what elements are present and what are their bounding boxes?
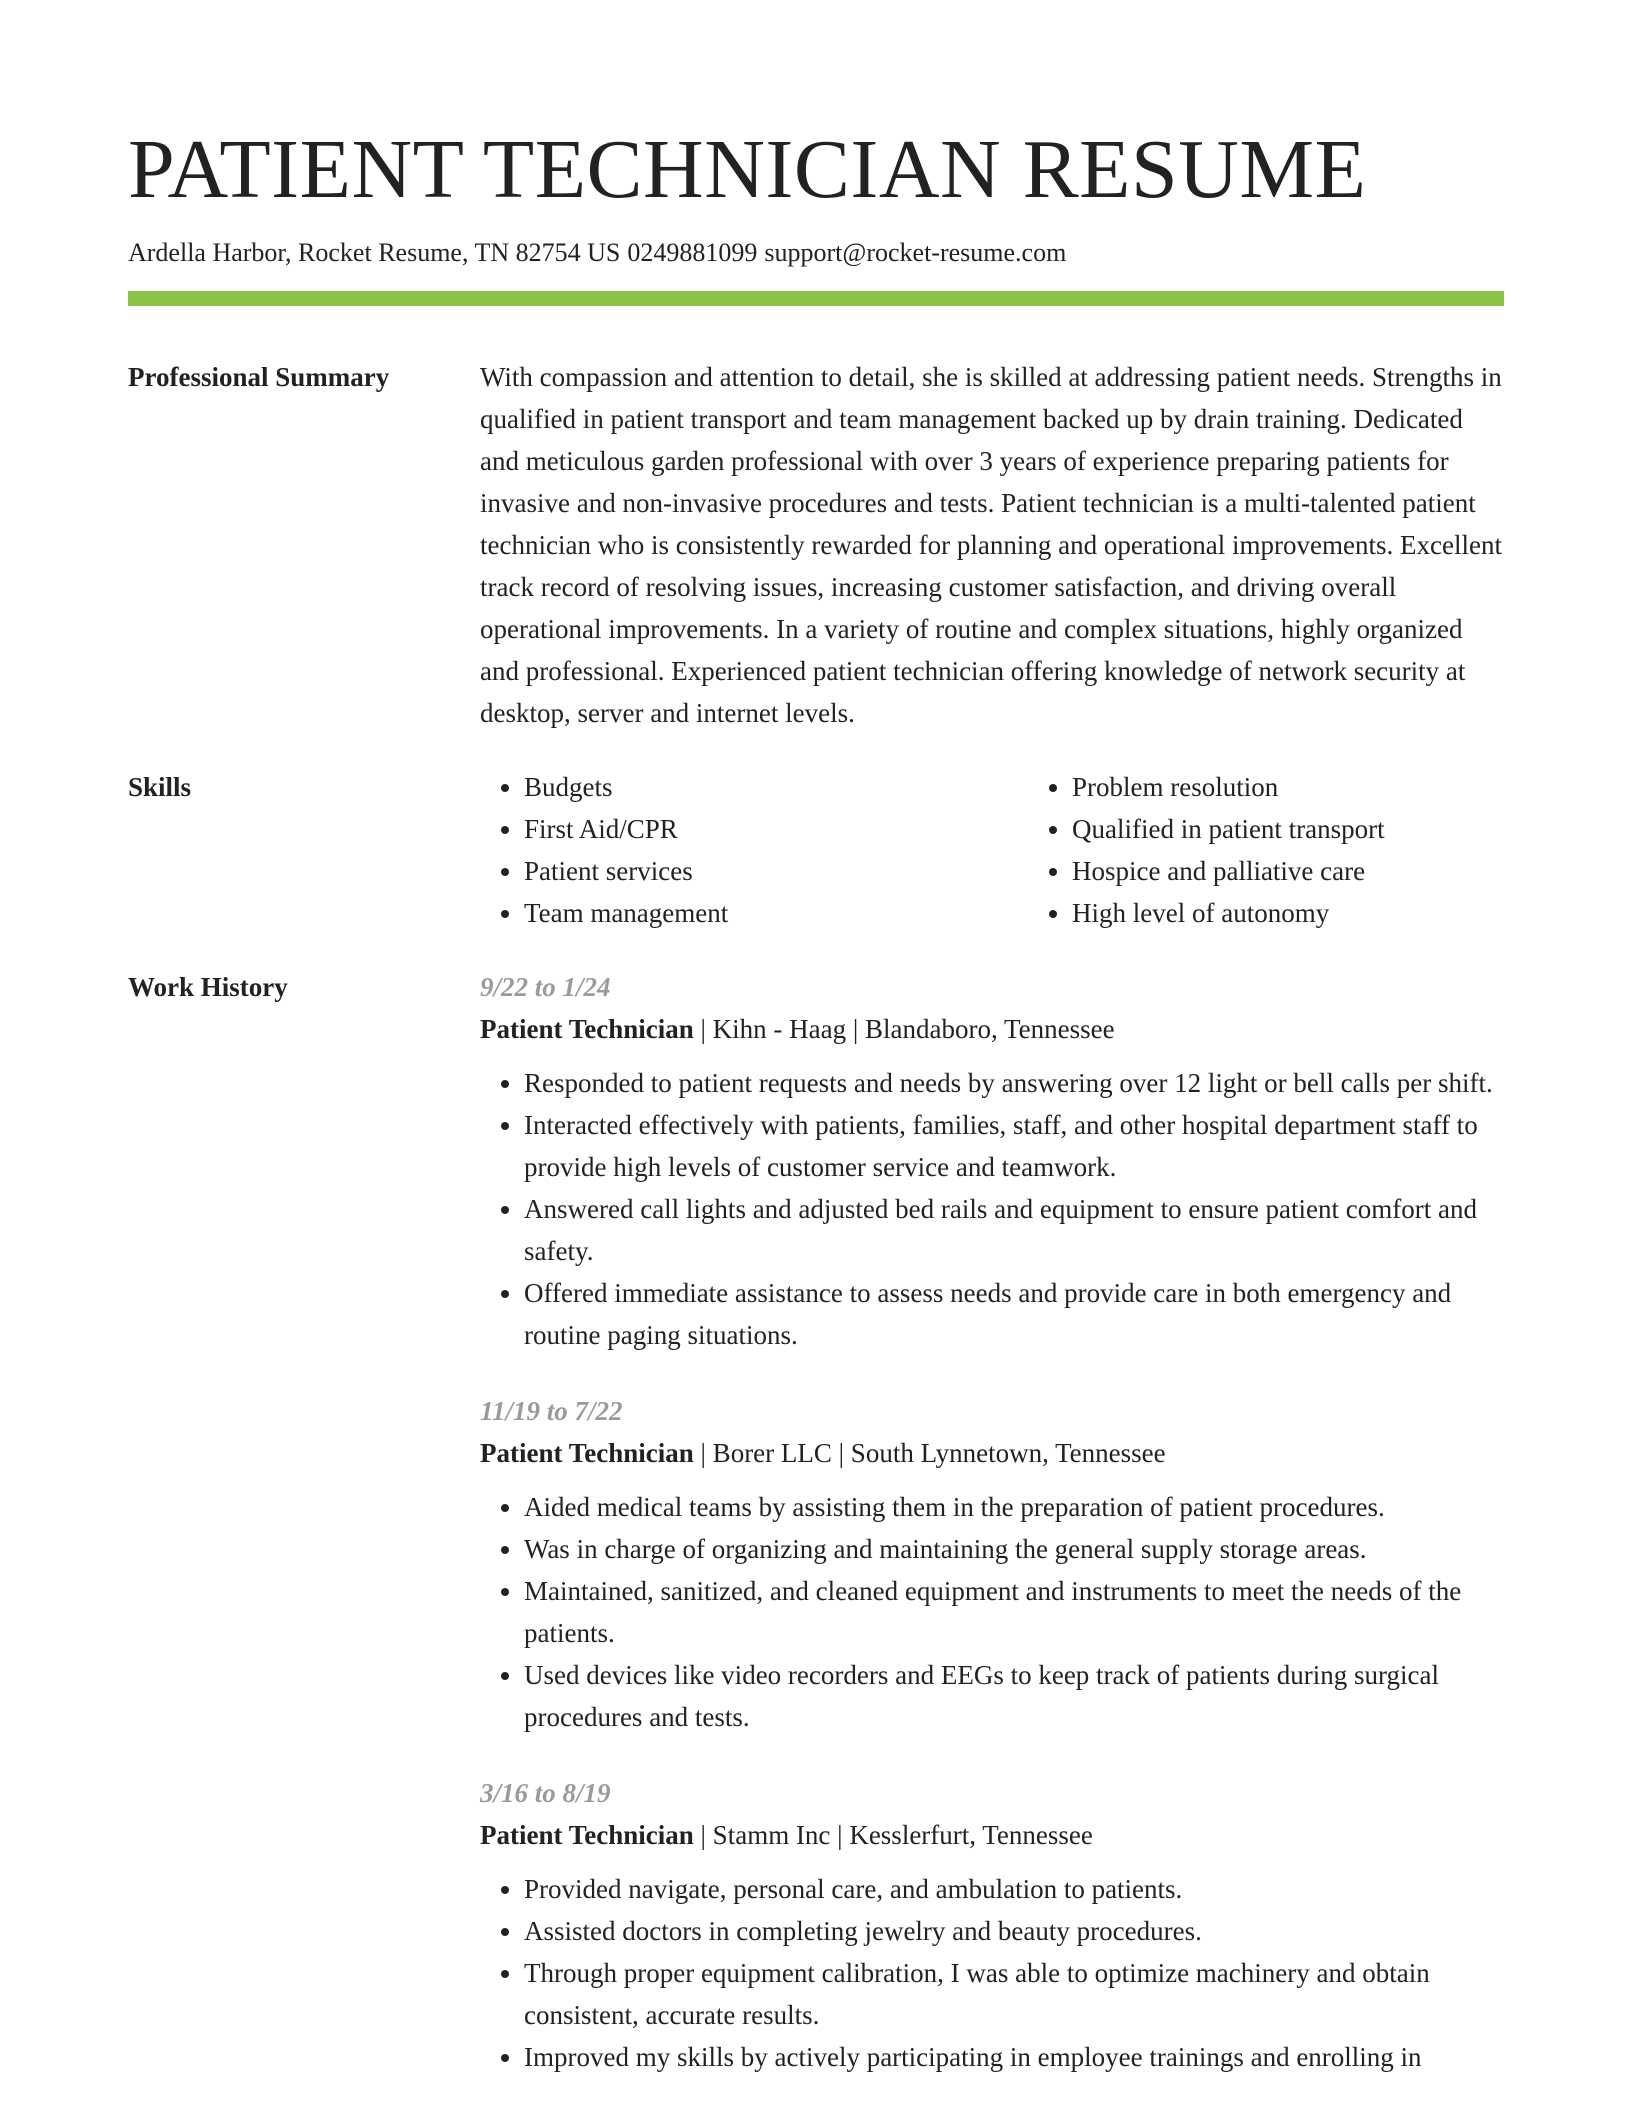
skills-list-left — [480, 766, 1028, 934]
job-bullet: • Provided navigate, personal care, and ambulation to patients. — [524, 1868, 1504, 1910]
summary-text: With compassion and attention to detail, she is skilled at addressing patient needs. Strengths in qualified in patient transport and team management backed up by drain training. Dedicated and meticulous garden professional with over 3 years of experience preparing patients for invasive and non-invasive procedures and tests. Patient technician is a multi-talented patient technician who is consistently rewarded for planning and operational improvements. Excellent track record of resolving issues, increasing customer satisfaction, and driving overall operational improvements. In a variety of routine and complex situations, highly organized and professional. Experienced patient technician offering knowledge of network security at desktop, server and internet levels. — [480, 362, 1502, 728]
job-heading — [480, 1814, 1504, 1856]
job-details: | Stamm Inc | Kesslerfurt, Tennessee — [693, 1820, 1093, 1850]
job-bullets — [480, 1062, 1504, 1356]
work-history-heading: Work History — [128, 972, 288, 1002]
job-bullet: • Responded to patient requests and needs by answering over 12 light or bell calls per shift. — [524, 1062, 1504, 1104]
job-bullet: • Interacted effectively with patients, families, staff, and other hospital department staff to provide high levels of customer service and teamwork. — [524, 1104, 1504, 1188]
skills-list-right — [1028, 766, 1576, 934]
job-title: Patient Technician — [480, 1014, 694, 1044]
work-history-body — [480, 966, 1504, 2078]
skill-item: • Hospice and palliative care — [1072, 850, 1576, 892]
accent-divider — [128, 291, 1504, 306]
contact-email: support@rocket-resume.com — [764, 238, 1067, 267]
skill-item: • First Aid/CPR — [524, 808, 1028, 850]
resume-title: PATIENT TECHNICIAN RESUME — [128, 123, 1367, 216]
job-bullet: • Assisted doctors in completing jewelry and beauty procedures. — [524, 1910, 1504, 1952]
skills-grid — [480, 766, 1576, 934]
job-dates: 11/19 to 7/22 — [480, 1396, 623, 1426]
job-bullet: • Offered immediate assistance to assess needs and provide care in both emergency and routine paging situations. — [524, 1272, 1504, 1356]
job-bullet: • Maintained, sanitized, and cleaned equipment and instruments to meet the needs of the patients. — [524, 1570, 1504, 1654]
summary-section — [128, 356, 1504, 734]
job-entry — [480, 966, 1504, 1356]
job-bullets — [480, 1868, 1504, 2078]
skills-body — [480, 766, 1576, 934]
contact-phone: 0249881099 — [627, 238, 758, 267]
contact-line — [128, 236, 1504, 270]
contact-address: Ardella Harbor, Rocket Resume, TN 82754 US — [128, 238, 621, 267]
job-bullet: • Was in charge of organizing and maintaining the general supply storage areas. — [524, 1528, 1504, 1570]
job-details: | Kihn - Haag | Blandaboro, Tennessee — [693, 1014, 1115, 1044]
job-heading — [480, 1432, 1504, 1474]
job-title: Patient Technician — [480, 1438, 694, 1468]
job-details: | Borer LLC | South Lynnetown, Tennessee — [693, 1438, 1166, 1468]
job-bullet: • Improved my skills by actively participating in employee trainings and enrolling in — [524, 2036, 1504, 2078]
job-title: Patient Technician — [480, 1820, 694, 1850]
skill-item: • Qualified in patient transport — [1072, 808, 1576, 850]
job-bullet: • Answered call lights and adjusted bed rails and equipment to ensure patient comfort and safety. — [524, 1188, 1504, 1272]
job-entry — [480, 1390, 1504, 1738]
job-bullets — [480, 1486, 1504, 1738]
work-history-section — [128, 966, 1504, 2078]
job-dates: 9/22 to 1/24 — [480, 972, 611, 1002]
skill-item: • Patient services — [524, 850, 1028, 892]
skill-item: • Budgets — [524, 766, 1028, 808]
job-bullet: • Used devices like video recorders and EEGs to keep track of patients during surgical procedures and tests. — [524, 1654, 1504, 1738]
summary-heading: Professional Summary — [128, 362, 390, 392]
skill-item: • High level of autonomy — [1072, 892, 1576, 934]
job-entry — [480, 1772, 1504, 2078]
skill-item: • Problem resolution — [1072, 766, 1576, 808]
job-heading — [480, 1008, 1504, 1050]
job-dates: 3/16 to 8/19 — [480, 1778, 611, 1808]
skill-item: • Team management — [524, 892, 1028, 934]
job-bullet: • Aided medical teams by assisting them in the preparation of patient procedures. — [524, 1486, 1504, 1528]
skills-section — [128, 766, 1504, 934]
job-bullet: • Through proper equipment calibration, I was able to optimize machinery and obtain consistent, accurate results. — [524, 1952, 1504, 2036]
skills-heading: Skills — [128, 772, 192, 802]
